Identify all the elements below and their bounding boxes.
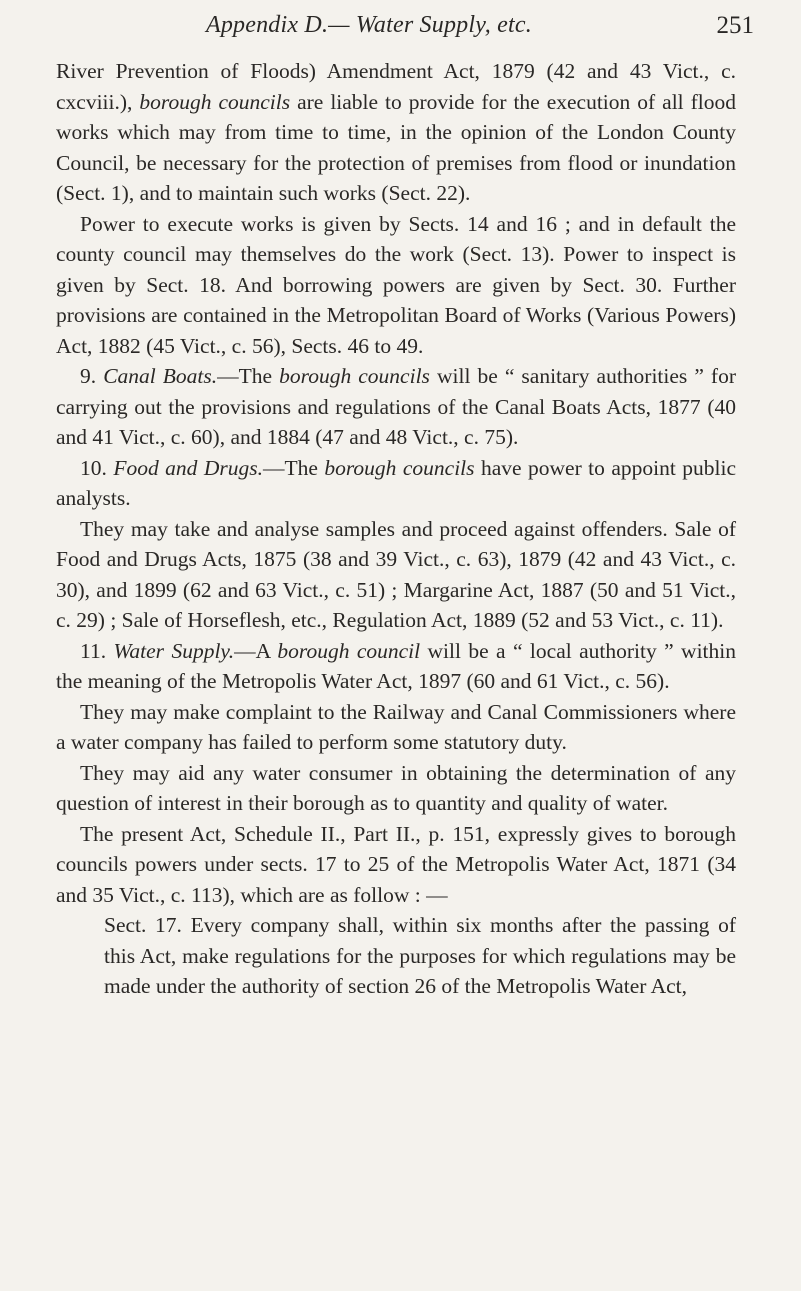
- quoted-section-17: Sect. 17. Every company shall, within six months after the passing of this Act, make regulations for the purposes for which regulations may be made under the authority of section 26 of the Metropolis Water Act,: [104, 913, 736, 998]
- section-9-canal-boats: 9. Canal Boats.—The borough councils will be “ sanitary authorities ” for carrying out the provisions and regulations of the Canal Boats Acts, 1877 (40 and 41 Vict., c. 60), and 1884 (47 and 48 Vict., c. 75).: [56, 364, 736, 449]
- header-title: Appendix D.— Water Supply, etc.: [206, 12, 532, 38]
- paragraph-2: Power to execute works is given by Sects. 14 and 16 ; and in default the county council may themselves do the work (Sect. 13). Power to inspect is given by Sect. 18. And borrowing powers are given by Sect. 30. Further provisions are contained in the Metropolitan Board of Works (Various Powers) Act, 1882 (45 Vict., c. 56), Sects. 46 to 49.: [56, 211, 736, 358]
- section-heading: Canal Boats.: [103, 364, 218, 388]
- running-header: [56, 6, 764, 46]
- paragraph-1: River Prevention of Floods) Amendment Act, 1879 (42 and 43 Vict., c. cxcviii.), borough councils are liable to provide for the execution of all flood works which may from time to time, in the opinion of the London County Council, be necessary for the protection of premises from flood or inundation (Sect. 1), and to maintain such works (Sect. 22).: [56, 59, 737, 205]
- section-11-water-supply: 11. Water Supply.—A borough council will be a “ local authority ” within the meaning of the Metropolis Water Act, 1897 (60 and 61 Vict., c. 56).: [56, 638, 736, 693]
- paragraph-5: They may take and analyse samples and proceed against offenders. Sale of Food and Drugs Acts, 1875 (38 and 39 Vict., c. 63), 1879 (42 and 43 Vict., c. 30), and 1899 (62 and 63 Vict., c. 51) ; Margarine Act, 1887 (50 and 51 Vict., c. 29) ; Sale of Horseflesh, etc., Regulation Act, 1889 (52 and 53 Vict., c. 11).: [56, 516, 736, 632]
- section-heading: Food and Drugs.: [113, 455, 263, 480]
- page-number: 251: [716, 12, 754, 39]
- paragraph-7: They may make complaint to the Railway and Canal Commissioners where a water company has failed to perform some statutory duty.: [56, 699, 736, 754]
- body-text: [56, 56, 736, 1002]
- emphasis-borough-councils: borough councils: [139, 89, 291, 114]
- section-heading: Water Supply.: [113, 638, 235, 663]
- paragraph-9: The present Act, Schedule II., Part II., p. 151, expressly gives to borough councils powers under sects. 17 to 25 of the Metropolis Water Act, 1871 (34 and 35 Vict., c. 113), which are as follow : —: [56, 821, 736, 907]
- emphasis-borough-councils: borough councils: [279, 364, 430, 388]
- section-10-food-and-drugs: 10. Food and Drugs.—The borough councils have power to appoint public analysts.: [56, 455, 737, 510]
- paragraph-8: They may aid any water consumer in obtaining the determination of any question of interest in their borough as to quantity and quality of water.: [56, 760, 736, 815]
- emphasis-borough-council: borough council: [277, 638, 421, 663]
- emphasis-borough-councils: borough councils: [324, 455, 475, 480]
